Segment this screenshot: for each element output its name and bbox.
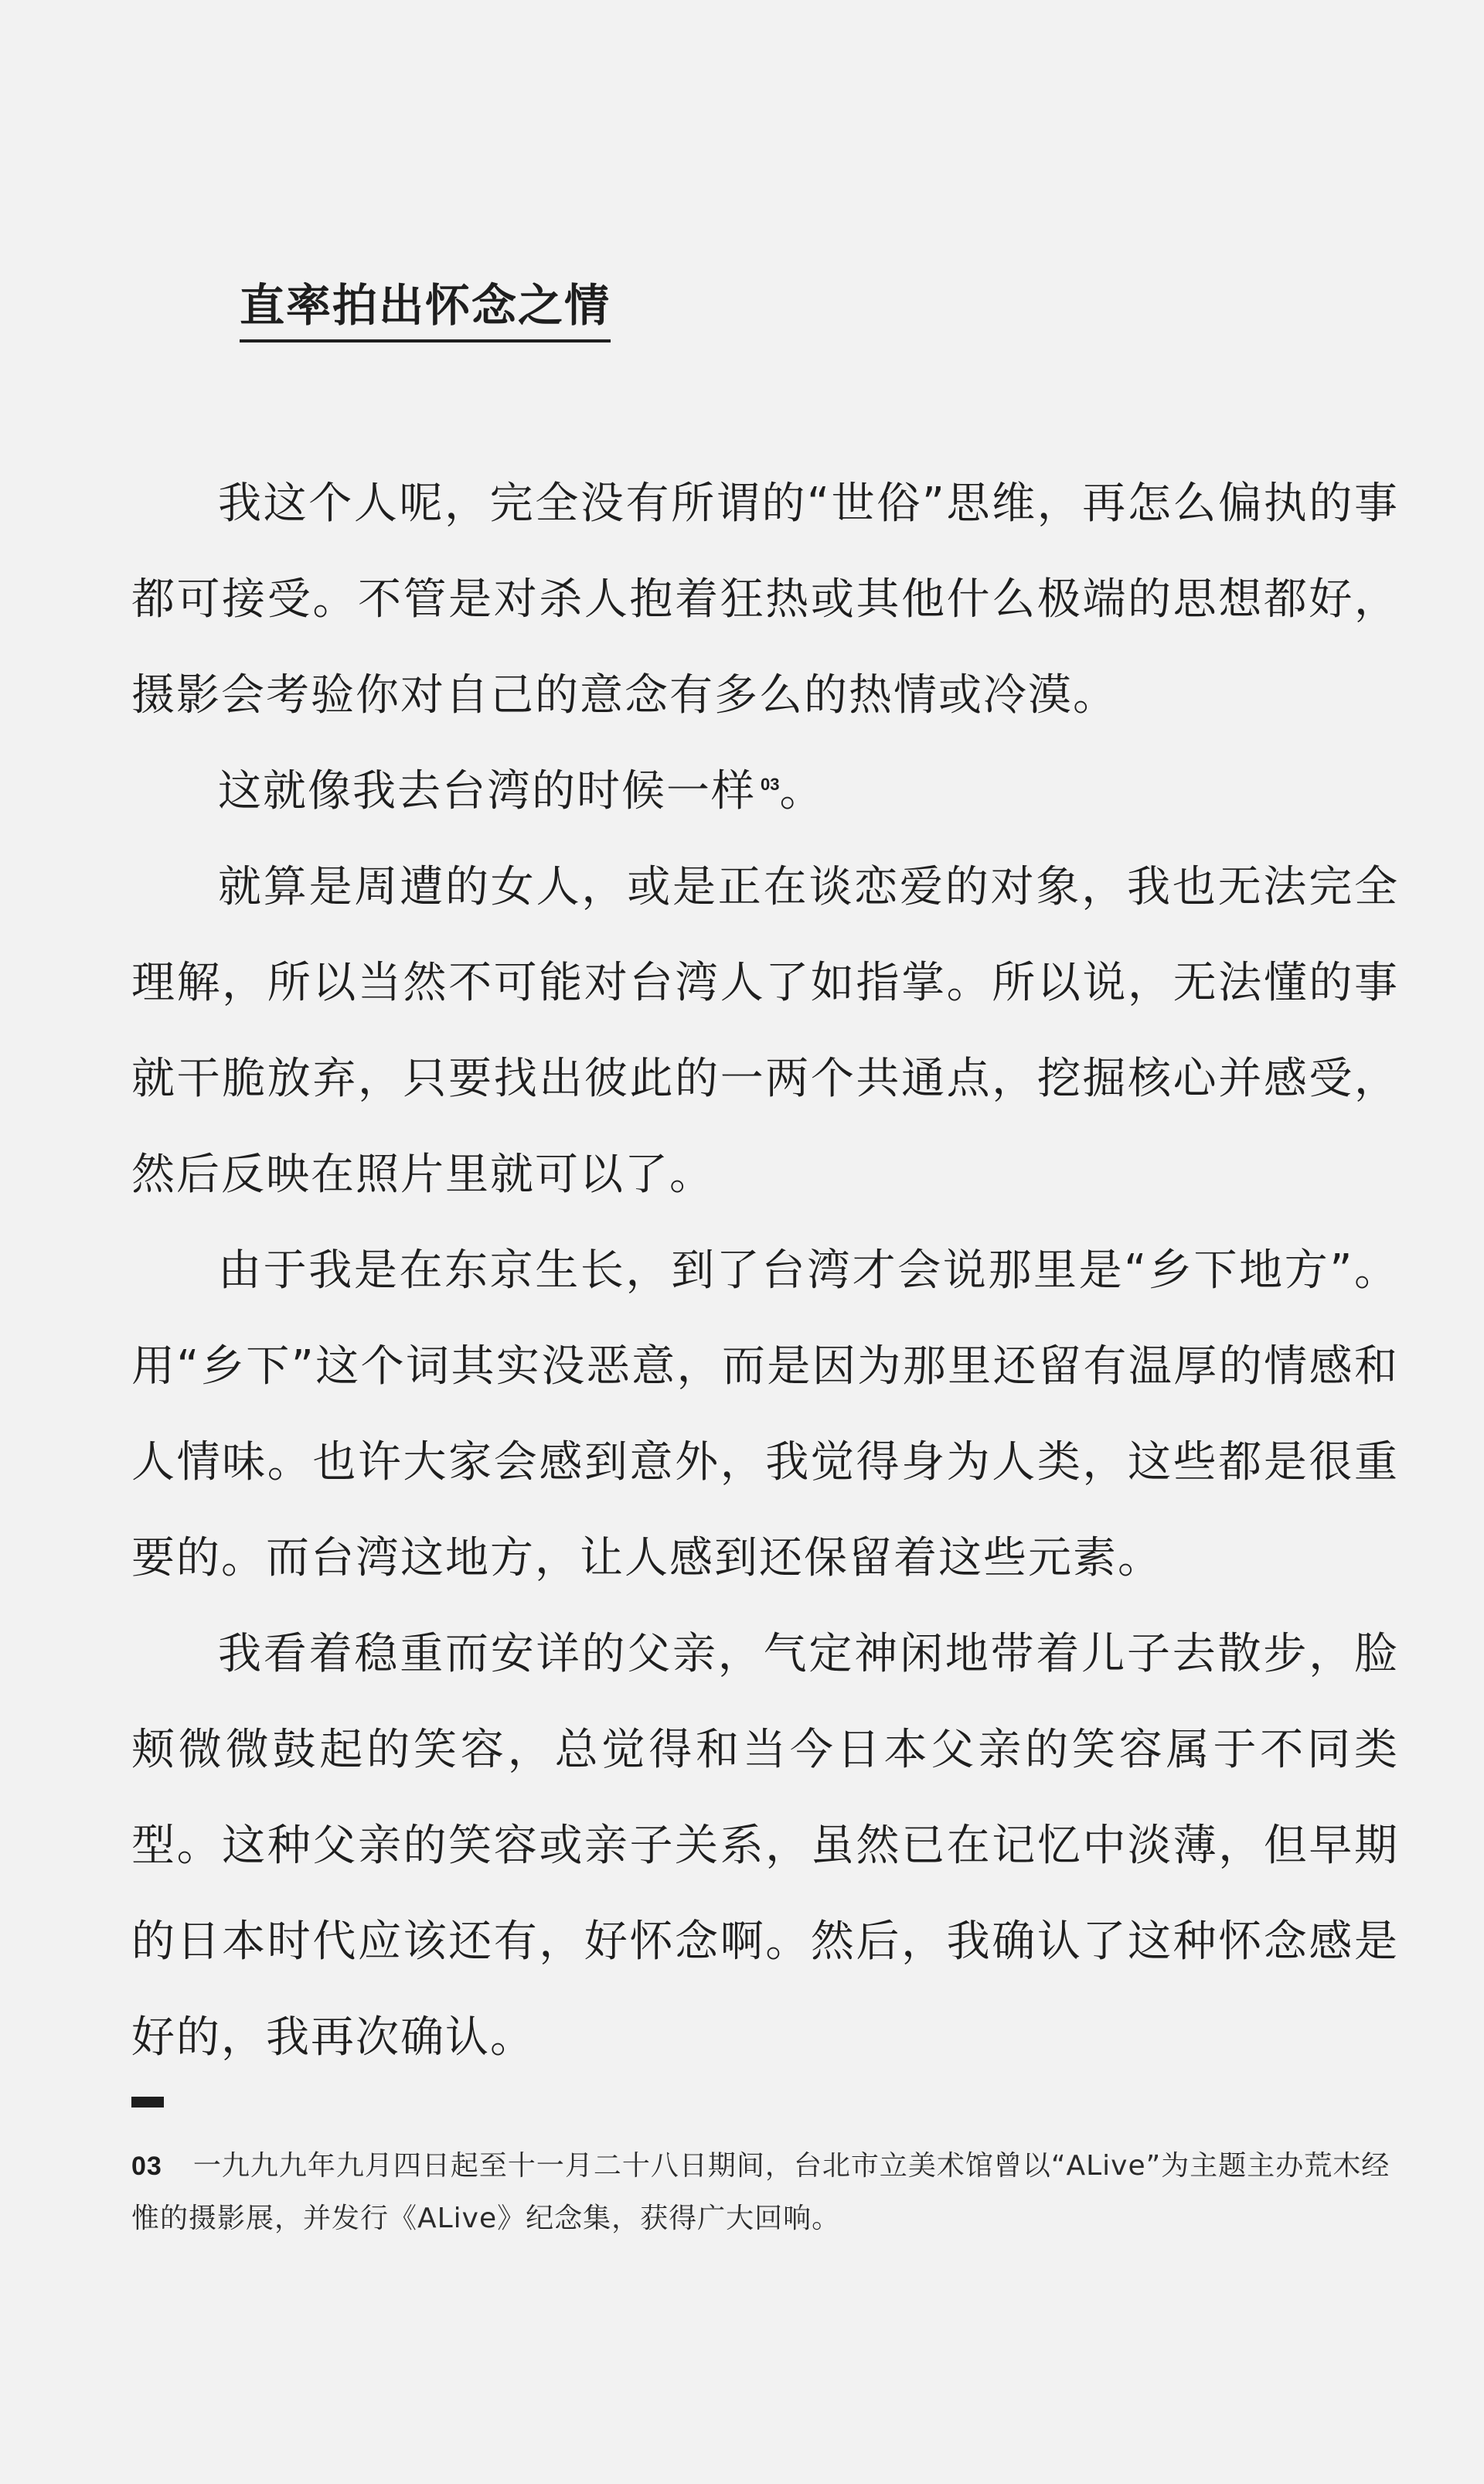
paragraph-text-end: 。 xyxy=(779,766,825,816)
footnote xyxy=(131,2140,1399,2245)
paragraph: 我看着稳重而安详的父亲，气定神闲地带着儿子去散步，脸颊微微鼓起的笑容，总觉得和当今日本父亲的笑容属于不同类型。这种父亲的笑容或亲子关系，虽然已在记忆中淡薄，但早期的日本时代应该还有，好怀念啊。然后，我确认了这种怀念感是好的，我再次确认。 xyxy=(131,1629,1399,2063)
footnote-text: 一九九九年九月四日起至十一月二十八日期间，台北市立美术馆曾以“ALive”为主题主办荒木经惟的摄影展，并发行《ALive》纪念集，获得广大回响。 xyxy=(131,2150,1390,2234)
footnote-number: 03 xyxy=(131,2152,162,2181)
paragraph: 就算是周遭的女人，或是正在谈恋爱的对象，我也无法完全理解，所以当然不可能对台湾人了如指掌。所以说，无法懂的事就干脆放弃，只要找出彼此的一两个共通点，挖掘核心并感受，然后反映在照片里就可以了。 xyxy=(131,862,1399,1200)
paragraph-text: 这就像我去台湾的时候一样 xyxy=(218,766,756,816)
footnote-divider xyxy=(131,2097,164,2107)
section-title: 直率拍出怀念之情 xyxy=(240,274,611,342)
paragraph: 我这个人呢，完全没有所谓的“世俗”思维，再怎么偏执的事都可接受。不管是对杀人抱着狂热或其他什么极端的思想都好，摄影会考验你对自己的意念有多么的热情或冷漠。 xyxy=(131,479,1399,721)
footnote-reference[interactable]: 03 xyxy=(761,775,780,795)
body-text xyxy=(131,456,1399,2086)
paragraph: 由于我是在东京生长，到了台湾才会说那里是“乡下地方”。用“乡下”这个词其实没恶意，而是因为那里还留有温厚的情感和人情味。也许大家会感到意外，我觉得身为人类，这些都是很重要的。而台湾这地方，让人感到还保留着这些元素。 xyxy=(131,1245,1399,1583)
paragraph xyxy=(131,744,1399,840)
